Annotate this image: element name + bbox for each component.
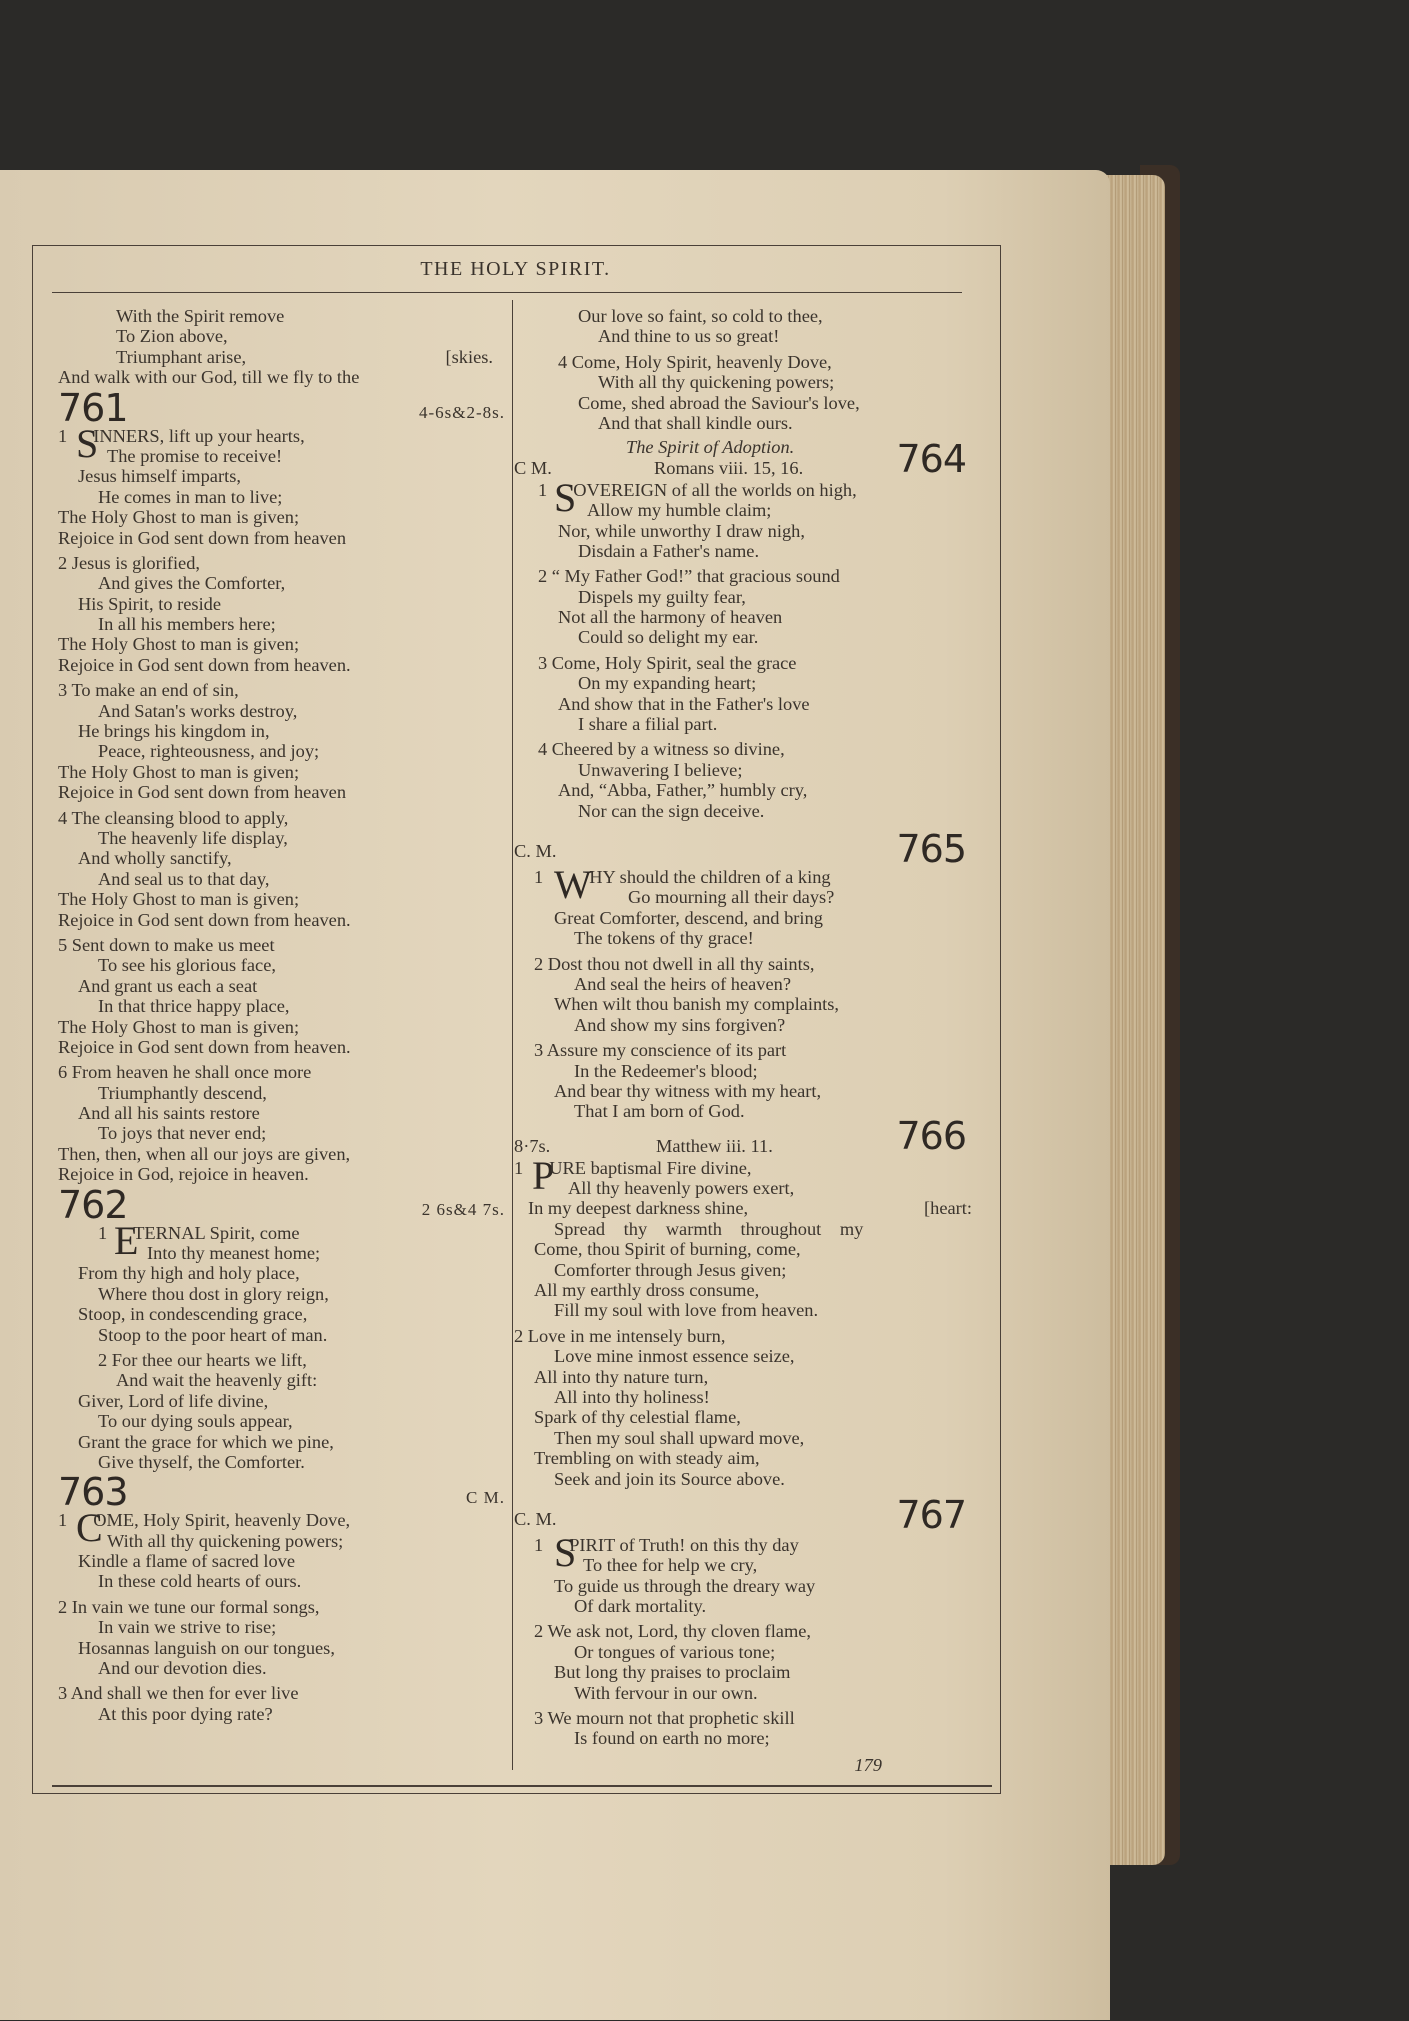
verse-1: S 1 PIRIT of Truth! on this thy day To thee for help we cry, To guide us through the dreary way Of dark mortality. (534, 1529, 816, 1617)
hymn-number: 765 (896, 826, 966, 871)
hymn-number: 763 (58, 1470, 128, 1515)
hymn-761 (58, 385, 505, 1185)
hymn-765 (514, 826, 970, 1122)
verse-1: E 1 TERNAL Spirit, come Into thy meanest home; From thy high and holy place, Where thou dost in glory reign, Stoop, in condescending grace, Stoop to the poor heart of man. (78, 1217, 329, 1345)
verse-1: W 1 HY should the children of a king Go mourning all their days? Great Comforter, descend, and bring The tokens of thy grace! (534, 861, 835, 949)
drop-cap: S (554, 1529, 577, 1575)
hymn-meter: 2 6s&4 7s. (421, 1200, 505, 1220)
running-header: THE HOLY SPIRIT. (420, 258, 611, 280)
verse-3: 3 To make an end of sin, And Satan's works destroy, He brings his kingdom in, Peace, righteousness, and joy; The Holy Ghost to man is given; Rejoice in God sent down from heaven (58, 680, 347, 803)
drop-cap: S (554, 474, 577, 520)
hymn-number: 764 (896, 437, 966, 482)
hymn-763-continued: Our love so faint, so cold to thee, And thine to us so great! 4 Come, Holy Spirit, heavenly Dove, With all thy quickening powers; Come, shed abroad the Saviour's love, And that shall kindle ours. (558, 306, 860, 433)
verse-3: 3 Come, Holy Spirit, seal the grace On my expanding heart; And show that in the Father's love I share a filial part. (538, 652, 810, 735)
footer-rule (52, 1785, 992, 1787)
right-column (514, 306, 970, 1775)
verse-1: S 1 INNERS, lift up your hearts, The promise to receive! Jesus himself imparts, He comes in man to live; The Holy Ghost to man is given; Rejoice in God sent down from heaven (58, 420, 347, 548)
column-divider (512, 300, 513, 1770)
drop-cap: S (76, 420, 99, 466)
hymn-meter: C M. (466, 1487, 505, 1507)
hymn-meter: 4-6s&2-8s. (418, 403, 505, 423)
hymn-meter: C. M. (514, 1508, 557, 1529)
verse-2: 2 Jesus is glorified, And gives the Comforter, His Spirit, to reside In all his members here; The Holy Ghost to man is given; Rejoice in God sent down from heaven. (58, 552, 351, 675)
hymn-764 (514, 437, 970, 821)
hymn-number: 766 (896, 1113, 966, 1158)
drop-cap: P (532, 1152, 555, 1198)
page-number: 179 (854, 1754, 882, 1775)
drop-cap: W (554, 861, 592, 907)
drop-cap: C (76, 1505, 103, 1551)
verse-2: 2 Dost thou not dwell in all thy saints, And seal the heirs of heaven? When wilt thou banish my complaints, And show my sins forgiven? (534, 953, 840, 1035)
scripture-ref: Matthew iii. 11. (656, 1135, 773, 1156)
hymn-767 (514, 1492, 970, 1775)
verse-6: 6 From heaven he shall once more Triumphantly descend, And all his saints restore To joys that never end; Then, then, when all our joys are given, Rejoice in God, rejoice in heaven. (58, 1062, 351, 1185)
verse-2: 2 For thee our hearts we lift, And wait the heavenly gift: Giver, Lord of life divine, To our dying souls appear, Grant the grace for which we pine, Give thyself, the Comforter. (78, 1349, 334, 1472)
verse-3: 3 And shall we then for ever live At this poor dying rate? (58, 1683, 299, 1724)
header-rule (52, 292, 962, 293)
verse-1: C 1 OME, Holy Spirit, heavenly Dove, With all thy quickening powers; Kindle a flame of sacred love In these cold hearts of ours. (58, 1505, 351, 1592)
verse-3: 3 Assure my conscience of its part In the Redeemer's blood; And bear thy witness with my heart, That I am born of God. (534, 1040, 822, 1122)
verse-1: P 1 URE baptismal Fire divine, All thy heavenly powers exert, In my deepest darkness shine, [heart: Spread thy warmth throughout my Come, thou Spirit of burning, come, Comforter through Jesus given; All my earthly dross consume, Fill my soul with love from heaven. (514, 1152, 972, 1321)
left-column (58, 306, 505, 1724)
drop-cap: E (114, 1217, 139, 1263)
verse-2: 2 We ask not, Lord, thy cloven flame, Or tongues of various tone; But long thy praises to proclaim With fervour in our own. (534, 1621, 812, 1703)
hymn-number: 767 (896, 1492, 966, 1537)
hymn-number: 762 (58, 1182, 128, 1227)
hymn-762 (58, 1182, 505, 1473)
hymn-760-ending: With the Spirit remove To Zion above, Triumphant arise, [skies. And walk with our God, till we fly to the (58, 306, 493, 388)
scripture-ref: Romans viii. 15, 16. (654, 457, 804, 478)
verse-4: 4 The cleansing blood to apply, The heavenly life display, And wholly sanctify, And seal us to that day, The Holy Ghost to man is given; Rejoice in God sent down from heaven. (58, 807, 351, 930)
hymn-title: The Spirit of Adoption. (626, 437, 795, 458)
verse-4: 4 Cheered by a witness so divine, Unwavering I believe; And, “Abba, Father,” humbly cry, Nor can the sign deceive. (538, 739, 808, 821)
verse-2: 2 In vain we tune our formal songs, In vain we strive to rise; Hosannas languish on our tongues, And our devotion dies. (58, 1596, 335, 1679)
verse-2: 2 Love in me intensely burn, Love mine inmost essence seize, All into thy nature turn, All into thy holiness! Spark of thy celestial flame, Then my soul shall upward move, Trembling on with steady aim, Seek and join its Source above. (514, 1325, 805, 1489)
hymn-763 (58, 1472, 505, 1724)
hymn-number: 761 (58, 385, 128, 430)
hymn-meter: 8·7s. (514, 1135, 551, 1156)
hymn-meter: C. M. (514, 840, 557, 861)
verse-1: S 1 OVEREIGN of all the worlds on high, Allow my humble claim; Nor, while unworthy I draw nigh, Disdain a Father's name. (538, 474, 857, 561)
verse-2: 2 “ My Father God!” that gracious sound Dispels my guilty fear, Not all the harmony of heaven Could so delight my ear. (538, 566, 840, 648)
verse-5: 5 Sent down to make us meet To see his glorious face, And grant us each a seat In that thrice happy place, The Holy Ghost to man is given; Rejoice in God sent down from heaven. (58, 934, 351, 1057)
hymn-766 (514, 1113, 972, 1489)
verse-3: 3 We mourn not that prophetic skill Is found on earth no more; (534, 1708, 795, 1749)
hymn-meter: C M. (514, 457, 552, 478)
